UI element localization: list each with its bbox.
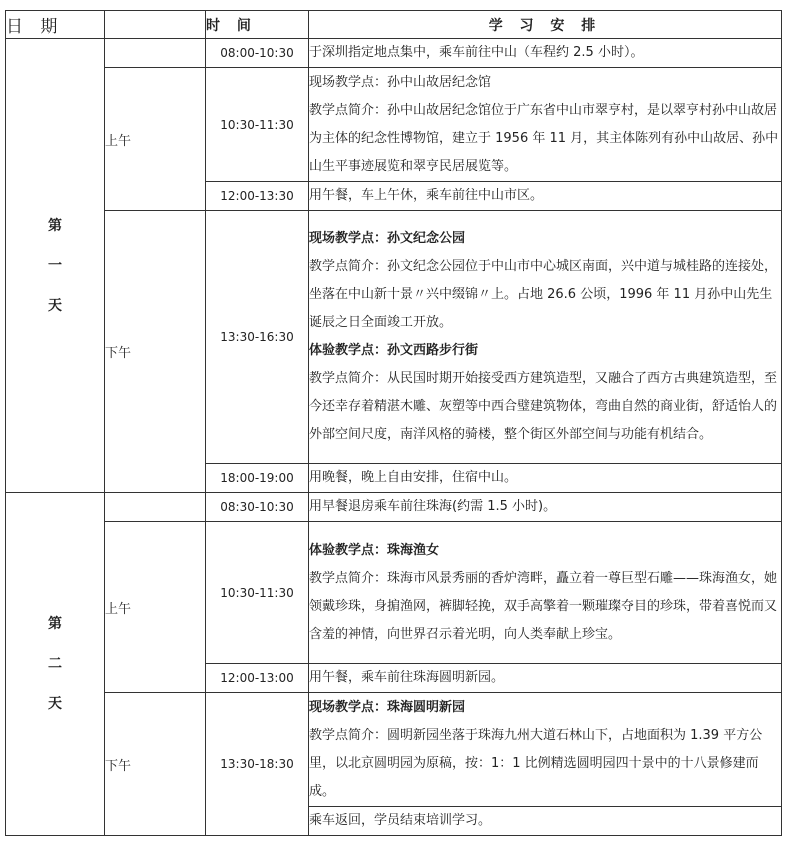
plan-heading: 体验教学点：珠海渔女	[309, 542, 440, 558]
plan-text: 用午餐，乘车前往珠海圆明新园。	[309, 670, 505, 685]
day-1-label	[6, 39, 105, 493]
plan-text: 用晚餐，晚上自由安排，住宿中山。	[309, 470, 518, 485]
plan-cell	[309, 522, 782, 664]
plan-text: 用午餐，车上午休，乘车前往中山市区。	[309, 188, 544, 203]
table-row	[6, 211, 782, 464]
day-2-char-3: 天	[48, 696, 62, 712]
table-row	[6, 693, 782, 807]
plan-text: 教学点简介：圆明新园坐落于珠海九州大道石林山下，占地面积为 1.39 平方公里，以北京圆明园为原稿，按：1：1 比例精选圆明园四十景中的十八景修建而成。	[309, 727, 763, 799]
time-cell: 13:30-16:30	[206, 211, 309, 464]
plan-cell	[309, 211, 782, 464]
plan-text: 乘车返回，学员结束培训学习。	[309, 813, 492, 828]
period-blank	[105, 493, 206, 522]
plan-heading: 现场教学点：孙文纪念公园	[309, 231, 466, 246]
time-cell: 13:30-18:30	[206, 693, 309, 836]
plan-cell	[309, 39, 782, 68]
day-2-label	[6, 493, 105, 836]
plan-text: 教学点简介：珠海市风景秀丽的香炉湾畔，矗立着一尊巨型石雕——珠海渔女，她领戴珍珠，身掮渔网，裤脚轻挽，双手高擎着一颗璀璨夺目的珍珠，带着喜悦而又含羞的神情，向世界召示着光明，向人类奉献上珍宝。	[309, 570, 778, 642]
time-cell: 18:00-19:00	[206, 464, 309, 493]
plan-text: 用早餐退房乘车前往珠海(约需 1.5 小时)。	[309, 499, 557, 514]
plan-cell	[309, 464, 782, 493]
period-blank	[105, 39, 206, 68]
plan-cell	[309, 68, 782, 182]
day-2-char-2: 二	[48, 656, 62, 672]
schedule-table	[5, 10, 782, 836]
time-cell: 10:30-11:30	[206, 68, 309, 182]
table-row	[6, 39, 782, 68]
day-2-char-1: 第	[48, 616, 62, 632]
time-cell: 12:00-13:30	[206, 182, 309, 211]
plan-cell	[309, 664, 782, 693]
plan-text: 教学点简介：从民国时期开始接受西方建筑造型，又融合了西方古典建筑造型，至今还幸存着精湛木雕、灰塑等中西合璧建筑物体，弯曲自然的商业街，舒适怡人的外部空间尺度，南洋风格的骑楼，整个街区外部空间与功能有机结合。	[309, 371, 778, 442]
time-cell: 12:00-13:00	[206, 664, 309, 693]
header-plan: 学 习 安 排	[309, 11, 782, 39]
day-1-char-2: 一	[48, 257, 62, 274]
day-1-char-3: 天	[48, 297, 62, 314]
time-cell: 08:00-10:30	[206, 39, 309, 68]
header-time: 时 间	[206, 11, 309, 39]
period-afternoon: 下午	[105, 211, 206, 493]
plan-heading: 现场教学点：珠海圆明新园	[309, 699, 466, 715]
header-blank	[105, 11, 206, 39]
period-morning: 上午	[105, 68, 206, 211]
plan-cell	[309, 807, 782, 836]
plan-text: 教学点简介：孙文纪念公园位于中山市中心城区南面，兴中道与城桂路的连接处，坐落在中山新十景〃兴中缀锦〃上。占地 26.6 公顷，1996 年 11 月孙中山先生诞辰之日全面竣工开放。	[309, 259, 778, 330]
plan-cell	[309, 493, 782, 522]
plan-cell	[309, 182, 782, 211]
plan-heading: 体验教学点：孙文西路步行街	[309, 343, 479, 358]
plan-text: 于深圳指定地点集中，乘车前往中山（车程约 2.5 小时）。	[309, 45, 644, 60]
header-row	[6, 11, 782, 39]
plan-text: 教学点简介：孙中山故居纪念馆位于广东省中山市翠亨村，是以翠亨村孙中山故居为主体的纪念性博物馆，建立于 1956 年 11 月，其主体陈列有孙中山故居、孙中山生平事迹展览和翠亨民居展览等。	[309, 102, 779, 174]
table-row	[6, 68, 782, 182]
time-cell: 10:30-11:30	[206, 522, 309, 664]
period-morning: 上午	[105, 522, 206, 693]
table-row	[6, 493, 782, 522]
time-cell: 08:30-10:30	[206, 493, 309, 522]
plan-text: 现场教学点：孙中山故居纪念馆	[309, 74, 492, 90]
day-1-char-1: 第	[48, 217, 62, 234]
plan-cell	[309, 693, 782, 807]
table-row	[6, 522, 782, 664]
period-afternoon: 下午	[105, 693, 206, 836]
header-date: 日 期	[6, 11, 105, 39]
